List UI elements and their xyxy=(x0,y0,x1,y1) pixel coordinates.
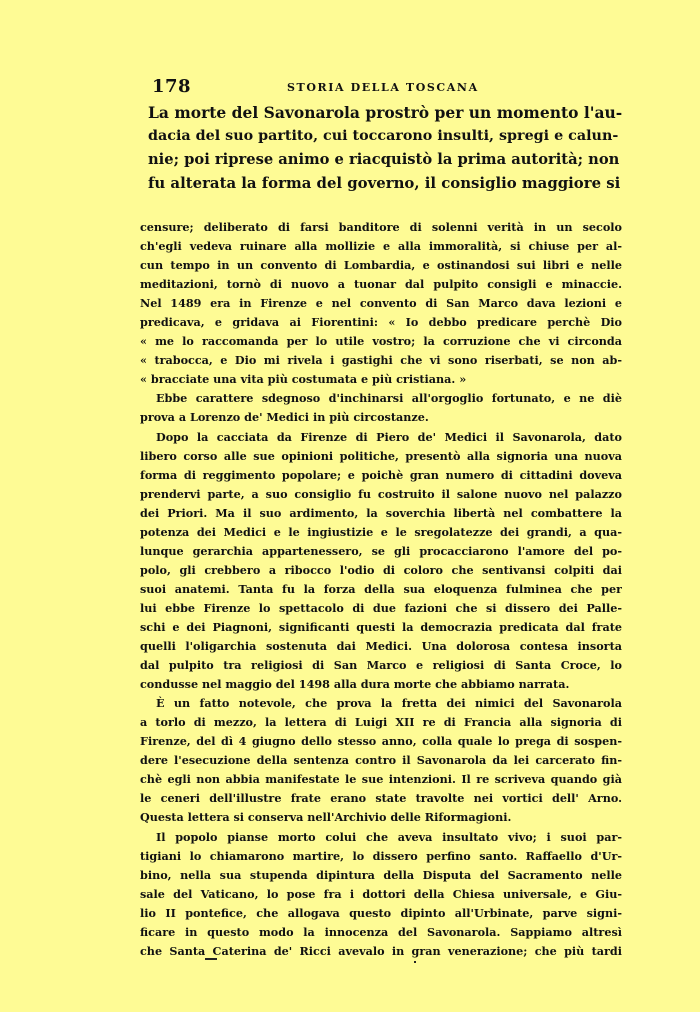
print-speck xyxy=(414,961,416,963)
lead-line: nie; poi riprese animo e riacquistò la prima autorità; non xyxy=(148,151,620,168)
text-line: censure; deliberato di farsi banditore di solenni verità in un secolo xyxy=(140,220,622,234)
text-line: Nel 1489 era in Firenze e nel convento di San Marco dava lezioni e xyxy=(140,296,622,311)
text-line: dei Priori. Ma il suo ardimento, la soverchia libertà nel combattere la xyxy=(140,505,622,520)
running-title: STORIA DELLA TOSCANA xyxy=(287,81,479,94)
text-line: prova a Lorenzo de' Medici in più circostanze. xyxy=(140,410,429,425)
text-line: bino, nella sua stupenda dipintura della Disputa del Sacramento nelle xyxy=(140,867,622,882)
lead-paragraph xyxy=(148,101,623,195)
page-number: 178 xyxy=(152,76,192,97)
text-line: « bracciate una vita più costumata e più cristiana. » xyxy=(140,372,467,387)
text-line: ch'egli vedeva ruinare alla mollizie e alla immoralità, si chiuse per al- xyxy=(140,239,622,254)
text-line: libero corso alle sue opinioni politiche, presentò alla signoria una nuova xyxy=(140,448,622,463)
text-line: forma di reggimento popolare; e poichè gran numero di cittadini doveva xyxy=(140,467,622,482)
text-line: condusse nel maggio del 1498 alla dura morte che abbiamo narrata. xyxy=(140,677,570,692)
text-line: schi e dei Piagnoni, significanti questi la democrazia predicata dal frate xyxy=(140,619,622,634)
text-line: « me lo raccomanda per lo utile vostro; la corruzione che vi circonda xyxy=(140,334,622,349)
text-line: Firenze, del dì 4 giugno dello stesso anno, colla quale lo prega di sospen- xyxy=(140,734,622,749)
paragraph-first-line: È un fatto notevole, che prova la fretta dei nimici del Savonarola xyxy=(156,696,622,711)
lead-line: La morte del Savonarola prostrò per un momento l'au- xyxy=(148,103,623,122)
text-line: sale del Vaticano, lo pose fra i dottori della Chiesa universale, e Giu- xyxy=(140,886,622,901)
text-line: lunque gerarchia appartenessero, se gli procacciarono l'amore del po- xyxy=(140,543,622,558)
text-line: dal pulpito tra religiosi di San Marco e religiosi di Santa Croce, lo xyxy=(140,658,622,673)
text-line: Questa lettera si conserva nell'Archivio delle Riformagioni. xyxy=(140,810,512,825)
running-header xyxy=(152,76,622,98)
text-line: tigiani lo chiamarono martire, lo dissero perfino santo. Raffaello d'Ur- xyxy=(140,848,622,863)
text-line: meditazioni, tornò di nuovo a tuonar dal pulpito consigli e minaccie. xyxy=(140,277,622,292)
text-line: che Santa Caterina de' Ricci avevalo in gran venerazione; che più tardi xyxy=(140,943,622,958)
paragraph-first-line: Il popolo pianse morto colui che aveva insultato vivo; i suoi par- xyxy=(156,829,622,844)
text-line: predicava, e gridava ai Fiorentini: « Io debbo predicare perchè Dio xyxy=(140,315,622,330)
print-speck xyxy=(205,958,217,960)
text-line: cun tempo in un convento di Lombardia, e ostinandosi sui libri e nelle xyxy=(140,258,622,273)
text-line: le ceneri dell'illustre frate erano state travolte nei vortici dell' Arno. xyxy=(140,791,622,806)
text-line: prendervi parte, a suo consiglio fu costruito il salone nuovo nel palazzo xyxy=(140,486,622,501)
text-line: a torlo di mezzo, la lettera di Luigi XII re di Francia alla signoria di xyxy=(140,715,622,730)
text-line: suoi anatemi. Tanta fu la forza della sua eloquenza fulminea che per xyxy=(140,581,622,596)
text-line: lui ebbe Firenze lo spettacolo di due fazioni che si dissero dei Palle- xyxy=(140,600,622,615)
text-line: potenza dei Medici e le ingiustizie e le sregolatezze dei grandi, a qua- xyxy=(140,524,622,539)
lead-line: fu alterata la forma del governo, il consiglio maggiore si xyxy=(148,173,621,192)
text-line: polo, gli crebbero a ribocco l'odio di coloro che sentivansi colpiti dai xyxy=(140,562,622,577)
text-line: lio II pontefice, che allogava questo dipinto all'Urbinate, parve signi- xyxy=(140,905,622,920)
text-line: dere l'esecuzione della sentenza contro il Savonarola da lei carcerato fin- xyxy=(140,753,622,768)
text-line: quelli l'oligarchia sostenuta dai Medici. Una dolorosa contesa insorta xyxy=(140,639,622,654)
text-line: ficare in questo modo la innocenza del Savonarola. Sappiamo altresì xyxy=(140,924,622,939)
paragraph-first-line: Ebbe carattere sdegnoso d'inchinarsi all'orgoglio fortunato, e ne diè xyxy=(156,391,622,406)
paragraph-first-line: Dopo la cacciata da Firenze di Piero de' Medici il Savonarola, dato xyxy=(156,429,622,444)
lead-line: dacia del suo partito, cui toccarono insulti, spregi e calun- xyxy=(148,127,619,144)
body-text xyxy=(140,218,622,961)
text-line: chè egli non abbia manifestate le sue intenzioni. Il re scriveva quando già xyxy=(140,772,622,787)
text-line: « trabocca, e Dio mi rivela i gastighi che vi sono riserbati, se non ab- xyxy=(140,353,622,368)
